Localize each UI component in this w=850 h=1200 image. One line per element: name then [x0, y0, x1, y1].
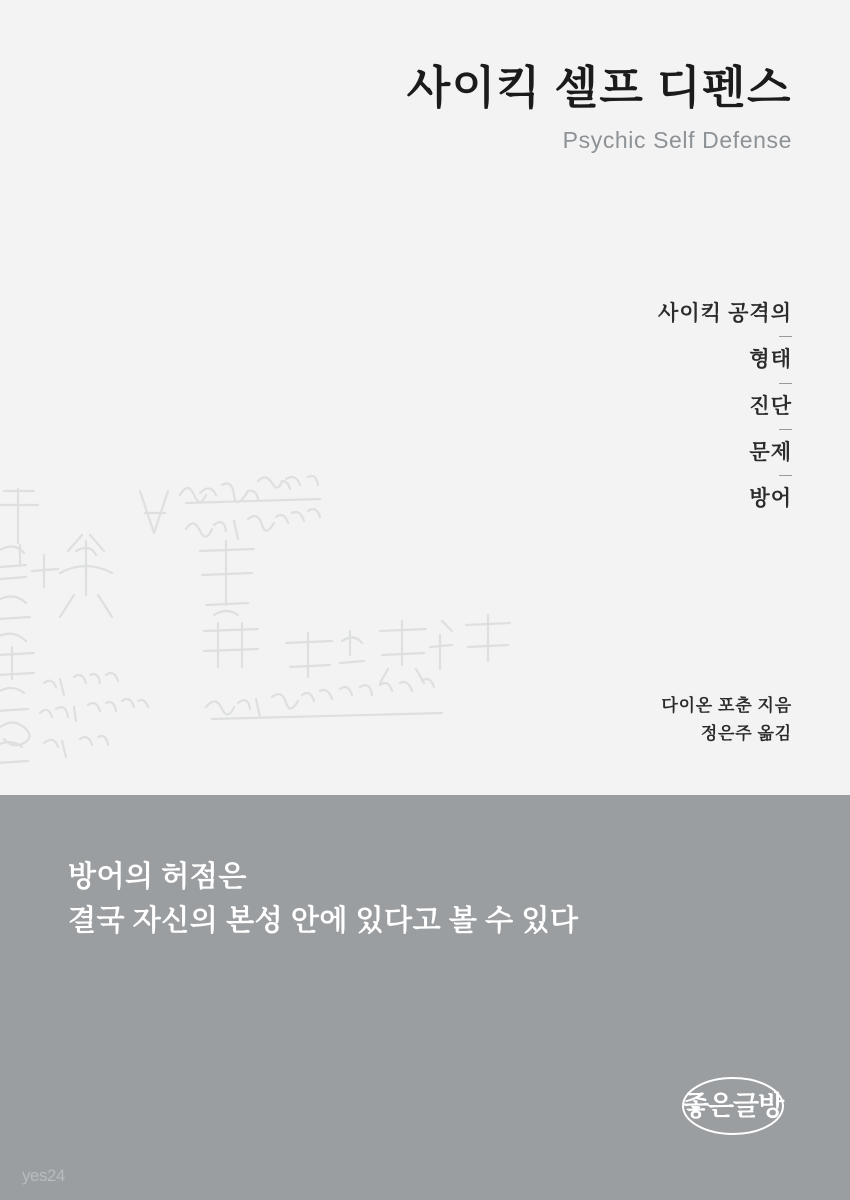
keyword-item-form: 형태	[749, 347, 792, 372]
publisher-name: 좋은글방	[682, 1091, 784, 1121]
keyword-separator	[779, 383, 792, 384]
book-title-english: Psychic Self Defense	[562, 127, 792, 154]
keyword-stack	[492, 300, 792, 512]
keyword-item-defense: 방어	[749, 486, 792, 511]
watermark-label: yes24	[22, 1166, 65, 1185]
keyword-item-problem: 문제	[749, 439, 792, 464]
author-name: 다이온 포춘 지음	[661, 696, 792, 715]
tagline-block	[68, 855, 578, 943]
publisher-logo	[678, 1074, 788, 1138]
tagline-line-1: 방어의 허점은	[68, 861, 247, 893]
keyword-separator	[779, 475, 792, 476]
keyword-separator	[779, 429, 792, 430]
cover-lower-band	[0, 795, 850, 1200]
keyword-item-diagnosis: 진단	[749, 393, 792, 418]
title-block	[407, 62, 792, 154]
tagline-line-2: 결국 자신의 본성 안에 있다고 볼 수 있다	[68, 905, 579, 938]
translator-name: 정은주 옮김	[700, 723, 792, 743]
book-title-korean: 사이킥 셀프 디펜스	[406, 63, 792, 113]
keyword-separator	[779, 336, 792, 337]
keyword-lead: 사이킥 공격의	[658, 301, 792, 325]
author-block	[661, 692, 792, 747]
